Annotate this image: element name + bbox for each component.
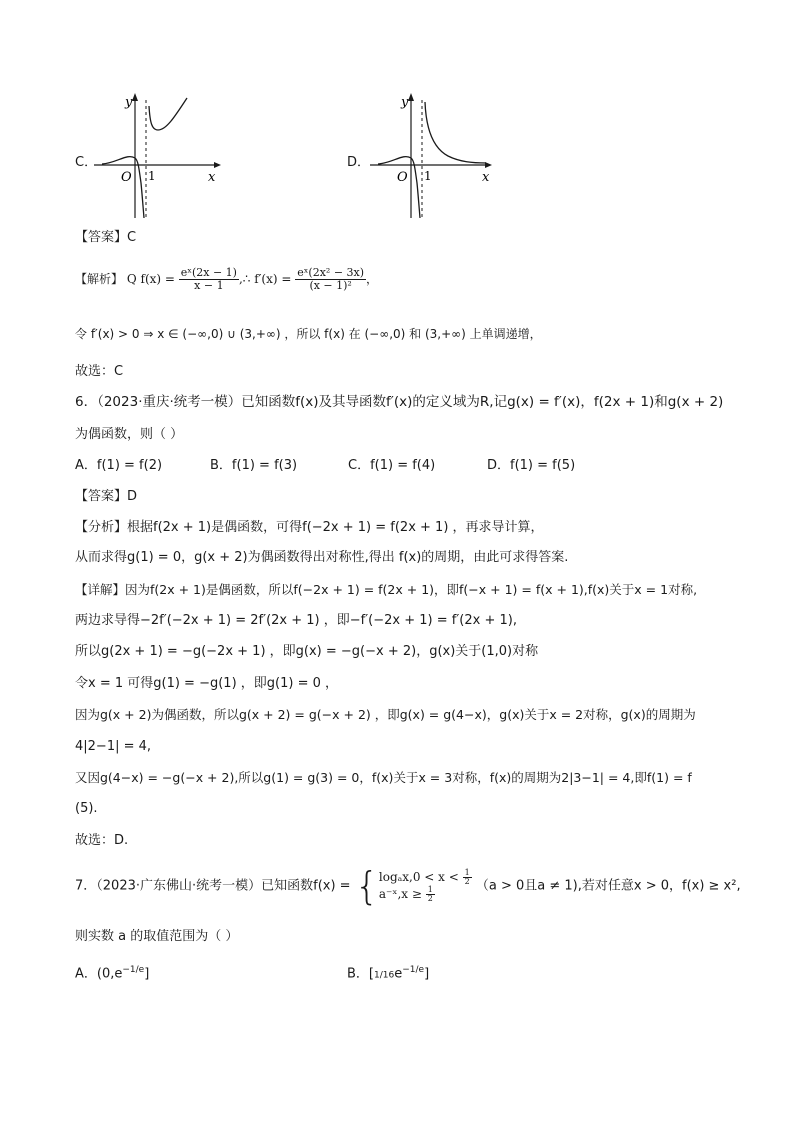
q7-half-2-den: 2 xyxy=(427,894,433,903)
q7-suffix: （a > 0且a ≠ 1),若对任意x > 0，f(x) ≥ x², xyxy=(475,878,741,894)
graph-c-left-branch xyxy=(102,157,144,218)
answer-tag: 【答案】 xyxy=(75,489,128,504)
q7-line-1 xyxy=(75,866,741,907)
fp-numerator: eˣ(2x² − 3x) xyxy=(297,266,365,279)
q7-case-2-text: a⁻ˣ,x ≥ xyxy=(378,887,422,901)
because-symbol: Q xyxy=(126,272,137,286)
q7-half-1 xyxy=(463,869,472,886)
q7-option-a-text: A．(0,e xyxy=(75,966,123,982)
choose-5: 故选：C xyxy=(75,364,124,379)
answer-value: D xyxy=(127,489,138,504)
graph-d-x-arrow xyxy=(485,162,492,168)
graph-c-origin-label: O xyxy=(121,170,132,185)
answer-5 xyxy=(75,229,136,247)
q7-option-a-close: ] xyxy=(144,966,150,982)
graph-c-tick-label: 1 xyxy=(148,169,156,183)
fenxi-6-line-1: 【分析】根据f(2x + 1)是偶函数，可得f(−2x + 1) = f(2x + 1) ，再求导计算， xyxy=(75,520,544,535)
q7-option-b xyxy=(347,959,429,986)
answer-tag: 【答案】 xyxy=(75,230,128,245)
xiangjie-6-line-8: (5). xyxy=(75,801,98,816)
therefore-symbol: ,∴ xyxy=(238,272,251,286)
graph-d-left-branch xyxy=(378,157,420,218)
graph-d-x-label: x xyxy=(482,170,490,185)
graph-c-x-label: x xyxy=(208,170,216,185)
q7-case-2 xyxy=(379,886,472,903)
graph-d-tick-label: 1 xyxy=(424,169,432,183)
fp-lhs: f′(x) = xyxy=(254,272,292,286)
graph-d-right-branch xyxy=(425,102,486,163)
graph-c-y-arrow xyxy=(132,93,138,101)
q7-brace: { xyxy=(354,864,379,908)
q6-line-2: 为偶函数，则（ ） xyxy=(75,427,184,442)
fp-fraction xyxy=(295,267,366,292)
analysis-tag: 【解析】 xyxy=(75,272,124,286)
f-numerator: eˣ(2x − 1) xyxy=(180,266,237,279)
xiangjie-6-line-5: 因为g(x + 2)为偶函数，所以g(x + 2) = g(−x + 2) ，即g(x) = g(4−x)，g(x)关于x = 2对称，g(x)的周期为 xyxy=(75,707,696,722)
q7-option-b-frac: 1/16 xyxy=(374,970,395,981)
xiangjie-6-line-4: 令x = 1 可得g(1) = −g(1) ，即g(1) = 0 ， xyxy=(75,676,338,691)
q7-case-1 xyxy=(379,869,472,886)
q7-line-2: 则实数 a 的取值范围为（ ） xyxy=(75,929,239,944)
xiangjie-6-line-2: 两边求导得−2f′(−2x + 1) = 2f′(2x + 1) ，即−f′(−2x + 1) = f′(2x + 1), xyxy=(75,613,517,628)
graph-c-right-branch xyxy=(149,98,187,130)
f-fraction xyxy=(179,267,239,292)
fenxi-6-line-2: 从而求得g(1) = 0，g(x + 2)为偶函数得出对称性,得出 f(x)的周期，由此可求得答案. xyxy=(75,550,569,565)
analysis-end: ， xyxy=(366,272,379,286)
xiangjie-6-line-7: 又因g(4−x) = −g(−x + 2),所以g(1) = g(3) = 0，f(x)关于x = 3对称，f(x)的周期为2|3−1| = 4,即f(1) = f xyxy=(75,770,692,785)
option-d-label: D． xyxy=(347,155,371,170)
q7-option-a-exp: −1/e xyxy=(122,965,145,975)
increasing-interval-line: 令 f′(x) > 0 ⇒ x ∈ (−∞,0) ∪ (3,+∞) ，所以 f(x) 在 (−∞,0) 和 (3,+∞) 上单调递增， xyxy=(75,327,542,341)
q6-option-a: A．f(1) = f(2) xyxy=(75,458,163,473)
q7-option-b-text: B．[ xyxy=(347,966,374,982)
option-c-label: C． xyxy=(75,155,98,170)
q7-option-b-e: e xyxy=(394,966,403,982)
q7-option-a xyxy=(75,959,149,985)
q7-case-1-text: logₐx,0 < x < xyxy=(378,870,459,884)
q6-option-c: C．f(1) = f(4) xyxy=(348,458,436,473)
graph-c-y-label: y xyxy=(125,95,133,110)
q7-half-2-num: 1 xyxy=(427,885,433,894)
graph-d-origin-label: O xyxy=(397,170,408,185)
q6-line-1: 6．（2023·重庆·统考一模）已知函数f(x)及其导函数f′(x)的定义域为R,记g(x) = f′(x)，f(2x + 1)和g(x + 2) xyxy=(75,394,724,410)
graph-c-x-arrow xyxy=(214,162,221,168)
answer-6 xyxy=(75,488,137,506)
xiangjie-6-line-1: 【详解】因为f(2x + 1)是偶函数，所以f(−2x + 1) = f(2x + 1)，即f(−x + 1) = f(x + 1),f(x)关于x = 1对称, xyxy=(75,582,698,597)
q7-half-2 xyxy=(426,886,435,903)
q7-half-1-den: 2 xyxy=(464,877,470,886)
analysis-5 xyxy=(75,264,378,294)
choose-6: 故选：D. xyxy=(75,833,129,848)
graph-d xyxy=(368,88,508,223)
q7-option-b-close: ] xyxy=(424,966,430,982)
q6-option-b: B．f(1) = f(3) xyxy=(210,458,298,473)
graph-d-y-arrow xyxy=(408,93,414,101)
f-denominator: x − 1 xyxy=(194,279,224,292)
graph-c xyxy=(92,88,232,223)
q7-prefix: 7．（2023·广东佛山·统考一模）已知函数f(x) = xyxy=(75,878,351,894)
q6-option-d: D．f(1) = f(5) xyxy=(487,458,576,473)
q7-option-b-exp: −1/e xyxy=(402,965,425,975)
xiangjie-6-line-3: 所以g(2x + 1) = −g(−2x + 1) ，即g(x) = −g(−x + 2)，g(x)关于(1,0)对称 xyxy=(75,644,539,659)
q7-half-1-num: 1 xyxy=(464,868,470,877)
graph-d-y-label: y xyxy=(401,95,409,110)
f-lhs: f(x) = xyxy=(140,272,175,286)
fp-denominator: (x − 1)² xyxy=(309,279,352,292)
answer-value: C xyxy=(127,230,137,245)
xiangjie-6-line-6: 4|2−1| = 4, xyxy=(75,739,152,754)
q7-piecewise xyxy=(379,869,472,903)
